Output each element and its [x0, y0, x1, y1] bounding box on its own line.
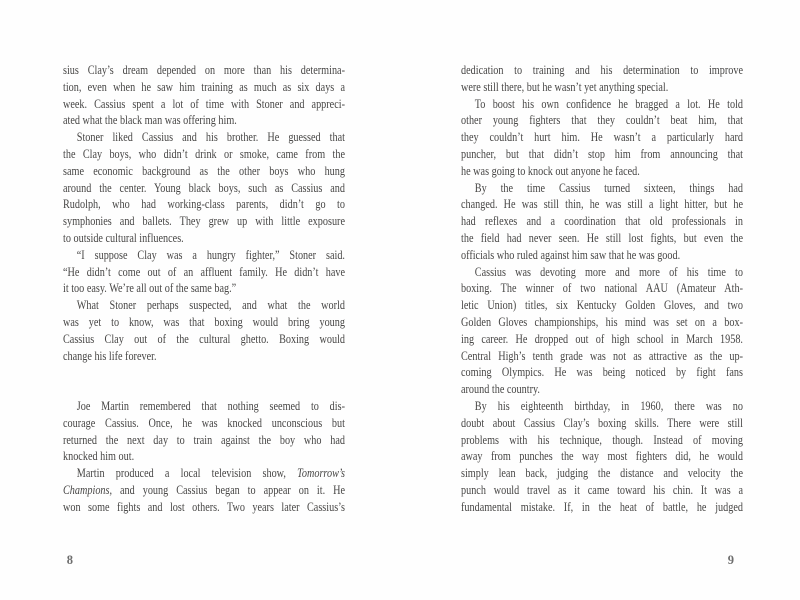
text-line: Joe Martin remembered that nothing seemed to dis-: [76, 398, 345, 413]
text-line: around the country.: [461, 382, 540, 397]
text-line: away from punches the way most fighters did, he would: [461, 449, 743, 464]
text-line: problems with his technique, though. Instead of moving: [461, 432, 743, 447]
text-line: fundamental mistake. If, in the heat of battle, he judged: [461, 499, 743, 514]
text-line: “I suppose Clay was a hungry fighter,” Stoner said.: [76, 247, 345, 262]
text-line: punch would travel as it came toward his chin. It was a: [461, 482, 743, 497]
text-line: Cassius Clay out of the cultural ghetto. Boxing would: [63, 331, 345, 346]
text-line: “He didn’t come out of an affluent family. He didn’t have: [63, 264, 345, 279]
text-line: Cassius was devoting more and more of his time to: [474, 264, 743, 279]
text-line: letic Union) titles, six Kentucky Golden Gloves, and two: [461, 298, 743, 313]
paragraph: [63, 62, 345, 129]
text-line: the Clay boys, who didn’t drink or smoke, came from the: [63, 146, 345, 161]
text-line: tion, even when he saw him training as much as six days a: [63, 79, 345, 94]
text-line: had reflexes and a coordination that old professionals in: [461, 214, 743, 229]
text-line: Champions, and young Cassius began to appear on it. He: [63, 482, 345, 497]
text-line: he was going to knock out anyone he faced.: [461, 163, 640, 178]
text-line: By his eighteenth birthday, in 1960, there was no: [474, 398, 743, 413]
text-line: to outside cultural influences.: [63, 230, 184, 245]
paragraph: [63, 465, 345, 515]
paragraph: [461, 180, 743, 264]
paragraph: [63, 398, 345, 465]
text-line: By the time Cassius turned sixteen, things had: [474, 180, 743, 195]
text-line: To boost his own confidence he bragged a lot. He told: [474, 96, 743, 111]
text-line: won some fights and lost others. Two years later Cassius’s: [63, 499, 345, 514]
text-line: other young fighters that they couldn’t beat him, that: [461, 113, 743, 128]
paragraph: [461, 62, 743, 96]
text-line: boxing. The winner of two national AAU (Amateur Ath-: [461, 281, 743, 296]
text-line: coming Olympics. He was being noticed by fight fans: [461, 365, 743, 380]
text-line: Stoner liked Cassius and his brother. He guessed that: [76, 130, 345, 145]
text-line: Golden Gloves championships, his mind was set on a box-: [461, 314, 743, 329]
text-line: the field had never seen. He still lost fights, but even the: [461, 230, 743, 245]
paragraph: [63, 129, 345, 247]
text-line: they couldn’t hurt him. He wasn’t a particularly hard: [461, 130, 743, 145]
left-page-text-column: [63, 62, 345, 516]
text-line: around the center. Young black boys, such as Cassius and: [63, 180, 345, 195]
page-number-right: 9: [727, 553, 735, 567]
paragraph: [461, 398, 743, 516]
text-line: ated what the black man was offering him.: [63, 113, 237, 128]
text-line: it too easy. We’re all out of the same bag.”: [63, 281, 237, 296]
text-line: returned the next day to train against the boy who had: [63, 432, 345, 447]
page-number-left: 8: [66, 553, 74, 567]
text-line: symphonies and ballets. They grew up with little exposure: [63, 214, 345, 229]
text-line: doubt about Cassius Clay’s boxing skills. There were still: [461, 415, 743, 430]
text-line: dedication to training and his determination to improve: [461, 63, 743, 77]
right-page-text-column: [461, 62, 743, 516]
text-line: were still there, but he wasn’t yet anything special.: [461, 79, 669, 94]
text-line: was yet to know, was that boxing would bring young: [63, 314, 345, 329]
paragraph: [63, 297, 345, 364]
text-line: Rudolph, who had working-class parents, didn’t go to: [63, 197, 345, 212]
text-line: changed. He was still thin, he was still a light hitter, but he: [461, 197, 743, 212]
text-line: change his life forever.: [63, 348, 157, 363]
text-line: courage Cassius. Once, he was knocked unconscious but: [63, 415, 345, 430]
text-line: officials who ruled against him saw that he was good.: [461, 247, 681, 262]
text-line: What Stoner perhaps suspected, and what the world: [76, 298, 345, 313]
text-line: sius Clay’s dream depended on more than his determina-: [63, 63, 345, 77]
text-line: Martin produced a local television show, Tomorrow’s: [76, 466, 345, 481]
text-line: Central High’s tenth grade was not as attractive as the up-: [461, 348, 743, 363]
text-line: knocked him out.: [63, 449, 135, 464]
paragraph: [461, 264, 743, 398]
text-line: ing career. He dropped out of high school in March 1958.: [461, 331, 743, 346]
paragraph: [63, 247, 345, 297]
text-line: simply lean back, judging the distance and velocity the: [461, 466, 743, 481]
paragraph: [461, 96, 743, 180]
text-line: same economic background as the other boys who hung: [63, 163, 345, 178]
text-line: puncher, but that didn’t stop him from announcing that: [461, 146, 743, 161]
text-line: week. Cassius spent a lot of time with Stoner and appreci-: [63, 96, 345, 111]
